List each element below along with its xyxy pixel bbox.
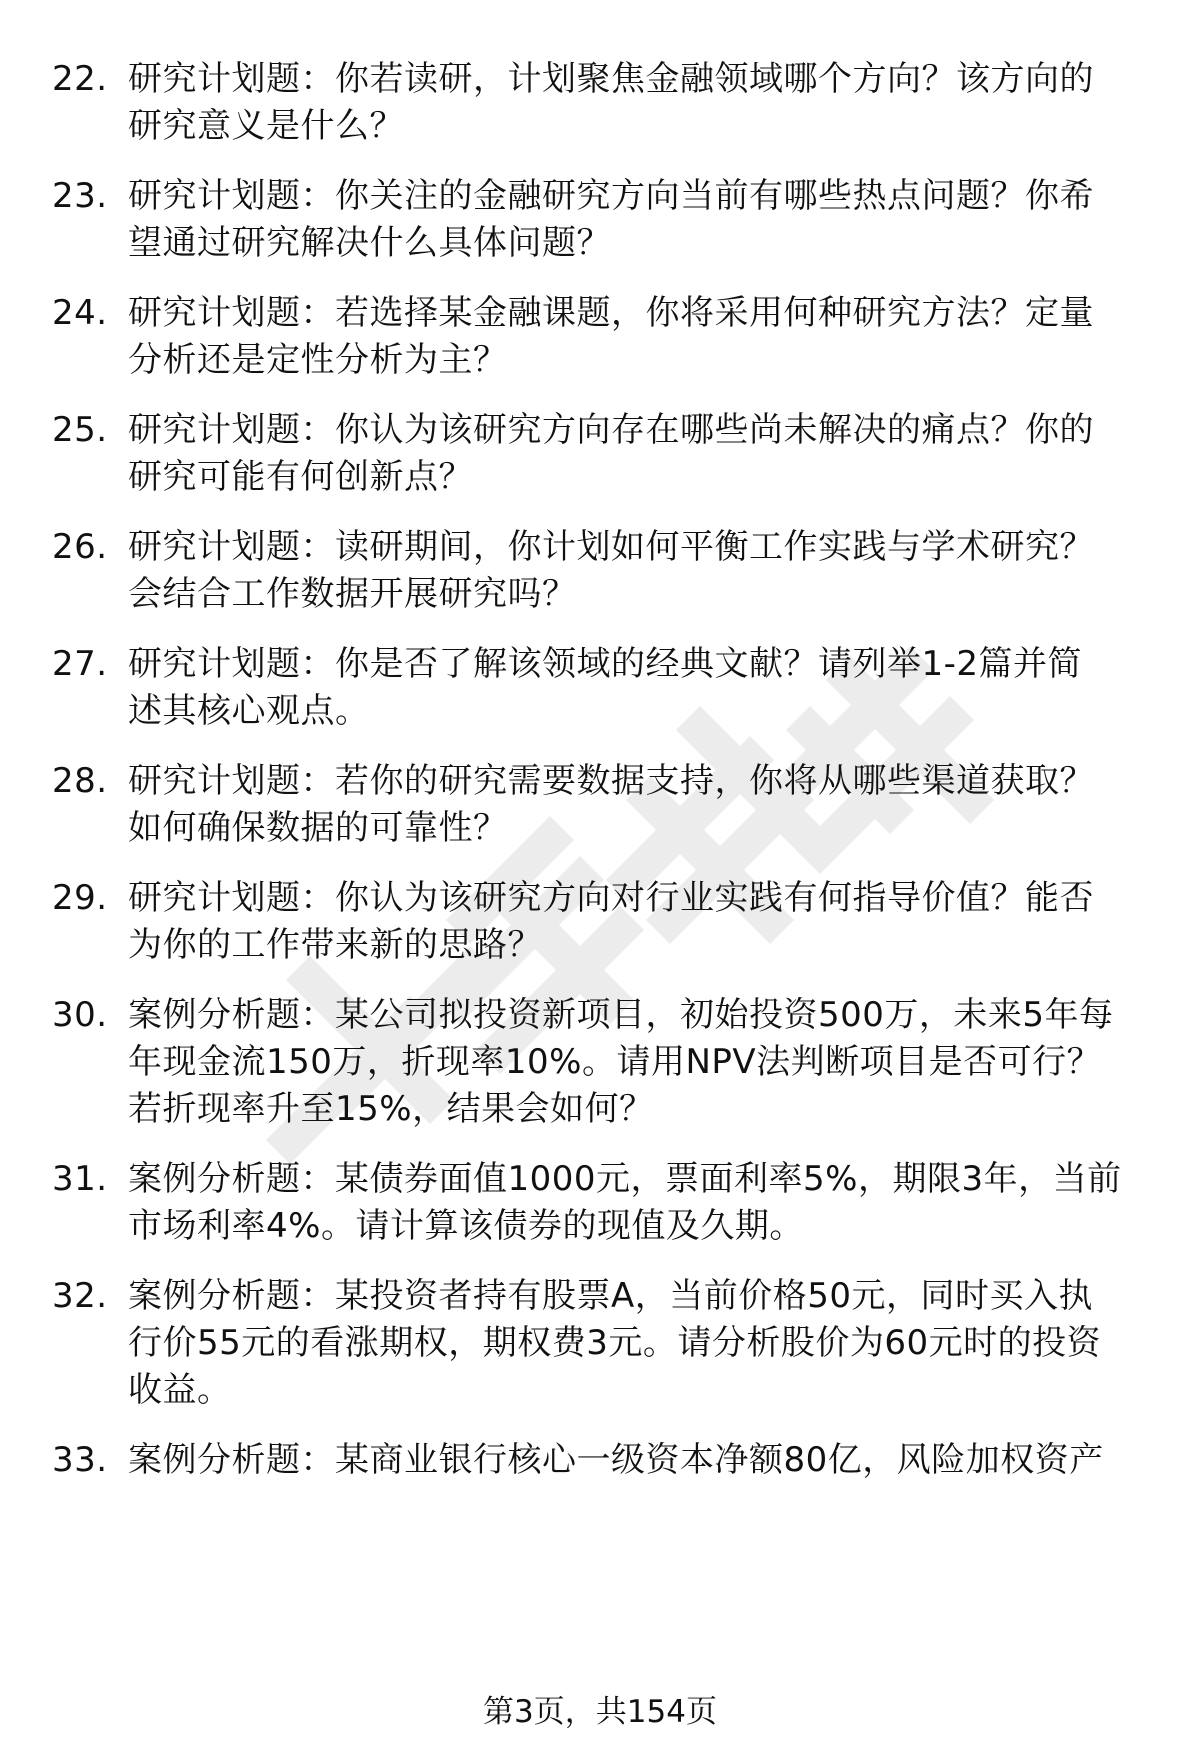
question-line: 研究意义是什么？ bbox=[128, 106, 404, 146]
question-line: 研究计划题：你是否了解该领域的经典文献？请列举1-2篇并简 bbox=[128, 644, 1083, 684]
question-item bbox=[0, 524, 1200, 618]
question-item bbox=[0, 290, 1200, 384]
question-text bbox=[128, 56, 1168, 150]
question-item bbox=[0, 56, 1200, 150]
question-item bbox=[0, 407, 1200, 501]
question-item bbox=[0, 173, 1200, 267]
question-text bbox=[128, 290, 1168, 384]
question-text bbox=[128, 1437, 1168, 1484]
question-line: 案例分析题：某公司拟投资新项目，初始投资500万，未来5年每 bbox=[128, 995, 1114, 1035]
question-text bbox=[128, 524, 1168, 618]
question-text bbox=[128, 992, 1168, 1133]
question-line: 会结合工作数据开展研究吗？ bbox=[128, 574, 577, 614]
question-line: 研究计划题：若你的研究需要数据支持，你将从哪些渠道获取？ bbox=[128, 761, 1094, 801]
question-line: 研究计划题：你认为该研究方向对行业实践有何指导价值？能否 bbox=[128, 878, 1094, 918]
question-item bbox=[0, 1273, 1200, 1414]
question-text bbox=[128, 407, 1168, 501]
question-number: 29. bbox=[52, 878, 108, 918]
question-line: 研究计划题：读研期间，你计划如何平衡工作实践与学术研究？ bbox=[128, 527, 1094, 567]
question-line: 为你的工作带来新的思路？ bbox=[128, 925, 542, 965]
question-item bbox=[0, 1156, 1200, 1250]
question-line: 研究计划题：你若读研，计划聚焦金融领域哪个方向？该方向的 bbox=[128, 59, 1094, 99]
question-line: 分析还是定性分析为主？ bbox=[128, 340, 508, 380]
question-number: 22. bbox=[52, 59, 108, 99]
question-list bbox=[0, 56, 1200, 1484]
question-line: 若折现率升至15%，结果会如何？ bbox=[128, 1089, 654, 1129]
question-number: 23. bbox=[52, 176, 108, 216]
question-item bbox=[0, 758, 1200, 852]
question-line: 案例分析题：某商业银行核心一级资本净额80亿，风险加权资产 bbox=[128, 1440, 1104, 1480]
page-footer: 第3页，共154页 bbox=[483, 1694, 717, 1730]
question-text bbox=[128, 758, 1168, 852]
question-text bbox=[128, 1156, 1168, 1250]
question-number: 32. bbox=[52, 1276, 108, 1316]
question-number: 31. bbox=[52, 1159, 108, 1199]
question-text bbox=[128, 875, 1168, 969]
question-number: 26. bbox=[52, 527, 108, 567]
question-line: 如何确保数据的可靠性？ bbox=[128, 808, 508, 848]
question-text bbox=[128, 1273, 1168, 1414]
question-number: 27. bbox=[52, 644, 108, 684]
question-line: 研究计划题：若选择某金融课题，你将采用何种研究方法？定量 bbox=[128, 293, 1094, 333]
question-line: 案例分析题：某债券面值1000元，票面利率5%，期限3年，当前 bbox=[128, 1159, 1122, 1199]
question-line: 市场利率4%。请计算该债券的现值及久期。 bbox=[128, 1206, 804, 1246]
question-line: 研究计划题：你关注的金融研究方向当前有哪些热点问题？你希 bbox=[128, 176, 1094, 216]
question-line: 收益。 bbox=[128, 1370, 232, 1410]
question-text bbox=[128, 641, 1168, 735]
question-number: 30. bbox=[52, 995, 108, 1035]
question-number: 28. bbox=[52, 761, 108, 801]
question-line: 年现金流150万，折现率10%。请用NPV法判断项目是否可行？ bbox=[128, 1042, 1102, 1082]
question-number: 25. bbox=[52, 410, 108, 450]
question-line: 述其核心观点。 bbox=[128, 691, 370, 731]
question-line: 研究计划题：你认为该研究方向存在哪些尚未解决的痛点？你的 bbox=[128, 410, 1094, 450]
question-item bbox=[0, 992, 1200, 1133]
question-item bbox=[0, 641, 1200, 735]
question-number: 24. bbox=[52, 293, 108, 333]
question-item bbox=[0, 1437, 1200, 1484]
question-line: 研究可能有何创新点？ bbox=[128, 457, 473, 497]
question-line: 望通过研究解决什么具体问题？ bbox=[128, 223, 611, 263]
question-line: 案例分析题：某投资者持有股票A，当前价格50元，同时买入执 bbox=[128, 1276, 1094, 1316]
question-number: 33. bbox=[52, 1440, 108, 1480]
question-text bbox=[128, 173, 1168, 267]
question-item bbox=[0, 875, 1200, 969]
question-line: 行价55元的看涨期权，期权费3元。请分析股价为60元时的投资 bbox=[128, 1323, 1102, 1363]
